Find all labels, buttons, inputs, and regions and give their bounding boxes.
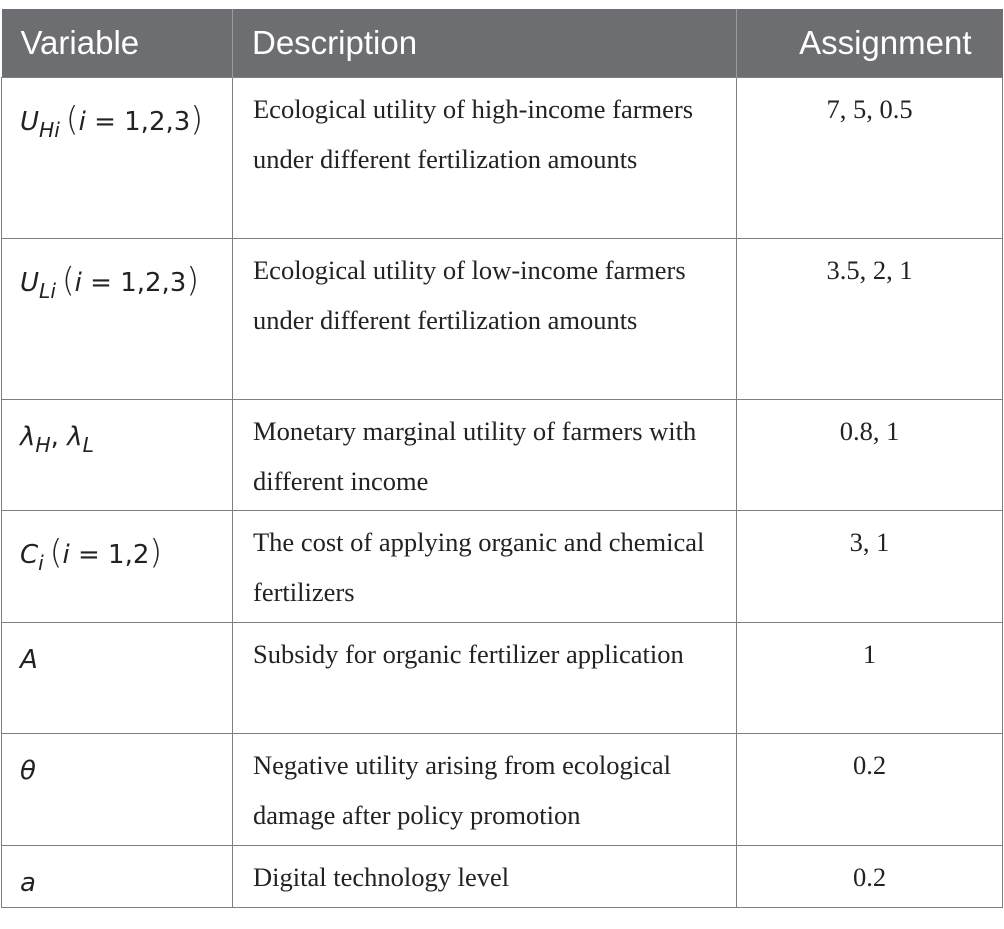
variable-subscript: L <box>82 433 94 458</box>
assignment-cell: 7, 5, 0.5 <box>737 78 1003 239</box>
table-header-row <box>2 9 1003 78</box>
variable-cell: $U_{Li}$ (i = 1,2,3) <box>2 239 233 400</box>
variable-cell: $\lambda_H$, $\lambda_L$ <box>2 400 233 511</box>
table-row <box>2 623 1003 734</box>
description-cell: Monetary marginal utility of farmers with different income <box>233 400 737 511</box>
variable-symbol: λ <box>20 422 36 452</box>
description-cell: Ecological utility of low-income farmers under different fertilization amounts <box>233 239 737 400</box>
variable-subscript: H <box>35 433 51 458</box>
variable-symbol: C <box>20 540 39 570</box>
condition-variable: i <box>62 540 70 570</box>
description-cell: Negative utility arising from ecological damage after policy promotion <box>233 734 737 846</box>
header-variable: Variable <box>2 9 233 78</box>
table-row <box>2 511 1003 623</box>
condition-values: = 1,2 <box>77 540 150 570</box>
assignment-cell: 0.2 <box>737 734 1003 846</box>
variable-symbol: A <box>20 645 38 675</box>
header-assignment: Assignment <box>737 9 1003 78</box>
variable-subscript: i <box>38 551 44 576</box>
header-description: Description <box>233 9 737 78</box>
assignment-cell: 0.8, 1 <box>737 400 1003 511</box>
variable-cell <box>2 846 233 908</box>
assignment-cell: 1 <box>737 623 1003 734</box>
variable-cell: $U_{Hi}$ (i = 1,2,3) <box>2 78 233 239</box>
variable-cell <box>2 623 233 734</box>
table-row <box>2 400 1003 511</box>
variable-symbol: U <box>20 107 40 137</box>
parameter-table <box>1 9 1003 908</box>
variable-cell <box>2 734 233 846</box>
condition-variable: i <box>74 268 82 298</box>
condition-variable: i <box>78 107 86 137</box>
table-row <box>2 78 1003 239</box>
condition-values: = 1,2,3 <box>94 107 191 137</box>
variable-cell: $C_i$ (i = 1,2) <box>2 511 233 623</box>
assignment-cell: 0.2 <box>737 846 1003 908</box>
description-cell: Ecological utility of high-income farmers under different fertilization amounts <box>233 78 737 239</box>
variable-symbol: U <box>20 268 40 298</box>
variable-symbol: θ <box>20 756 36 786</box>
assignment-cell: 3.5, 2, 1 <box>737 239 1003 400</box>
variable-symbol: a <box>20 868 36 898</box>
table-row <box>2 734 1003 846</box>
description-cell: Subsidy for organic fertilizer application <box>233 623 737 734</box>
variable-symbol: λ <box>67 422 83 452</box>
table-row <box>2 846 1003 908</box>
description-cell: The cost of applying organic and chemical fertilizers <box>233 511 737 623</box>
condition-values: = 1,2,3 <box>90 268 187 298</box>
assignment-cell: 3, 1 <box>737 511 1003 623</box>
variable-subscript: Hi <box>39 118 60 143</box>
variable-subscript: Li <box>39 279 56 304</box>
table-row <box>2 239 1003 400</box>
description-cell: Digital technology level <box>233 846 737 908</box>
